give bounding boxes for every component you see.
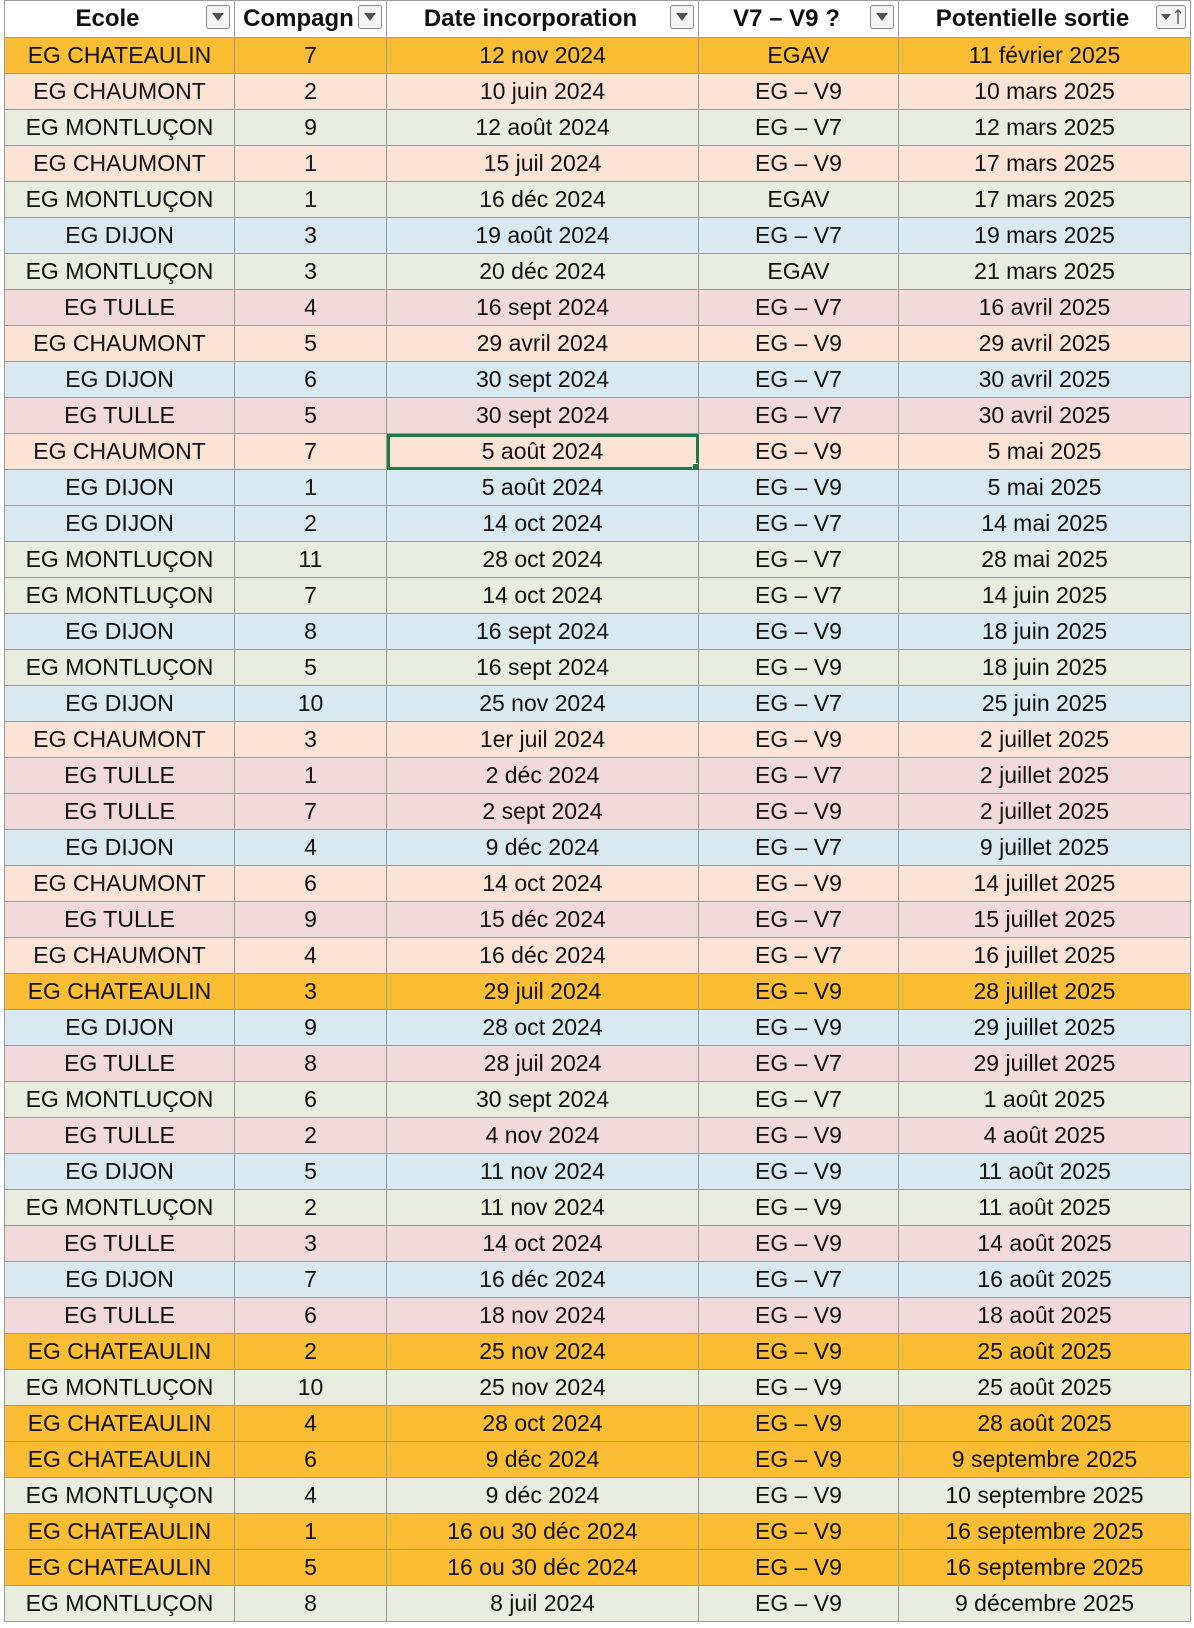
cell-potentielle-sortie[interactable]: 17 mars 2025 (899, 182, 1191, 218)
cell-potentielle-sortie[interactable]: 17 mars 2025 (899, 146, 1191, 182)
cell-version[interactable]: EGAV (699, 38, 899, 74)
filter-dropdown-icon[interactable] (870, 5, 894, 29)
cell-compagnie[interactable]: 10 (235, 1370, 387, 1406)
cell-date-incorporation[interactable]: 25 nov 2024 (387, 1370, 699, 1406)
cell-version[interactable]: EG – V7 (699, 1046, 899, 1082)
table-row (5, 1010, 1191, 1046)
cell-ecole[interactable]: EG DIJON (5, 614, 235, 650)
cell-ecole[interactable]: EG CHAUMONT (5, 326, 235, 362)
cell-version[interactable]: EG – V9 (699, 470, 899, 506)
cell-ecole[interactable]: EG MONTLUÇON (5, 1190, 235, 1226)
table-row (5, 1262, 1191, 1298)
cell-version[interactable]: EG – V9 (699, 1370, 899, 1406)
sort-ascending-icon[interactable] (1156, 5, 1186, 29)
table-row (5, 1550, 1191, 1586)
table-row (5, 866, 1191, 902)
cell-version[interactable]: EG – V7 (699, 506, 899, 542)
cell-version[interactable]: EG – V9 (699, 1118, 899, 1154)
cell-date-incorporation[interactable]: 28 juil 2024 (387, 1046, 699, 1082)
cell-ecole[interactable]: EG TULLE (5, 758, 235, 794)
cell-potentielle-sortie[interactable]: 11 février 2025 (899, 38, 1191, 74)
cell-ecole[interactable]: EG DIJON (5, 1262, 235, 1298)
table-row (5, 1370, 1191, 1406)
cell-compagnie[interactable]: 3 (235, 218, 387, 254)
cell-ecole[interactable]: EG MONTLUÇON (5, 1478, 235, 1514)
cell-version[interactable]: EG – V7 (699, 542, 899, 578)
column-header-date-incorporation[interactable] (387, 1, 699, 38)
cell-version[interactable]: EG – V7 (699, 686, 899, 722)
table-row (5, 902, 1191, 938)
cell-version[interactable]: EG – V9 (699, 1514, 899, 1550)
cell-compagnie[interactable]: 3 (235, 722, 387, 758)
cell-version[interactable]: EG – V9 (699, 1010, 899, 1046)
cell-potentielle-sortie[interactable]: 9 juillet 2025 (899, 830, 1191, 866)
cell-ecole[interactable]: EG CHATEAULIN (5, 1550, 235, 1586)
cell-potentielle-sortie[interactable]: 18 juin 2025 (899, 614, 1191, 650)
table-row (5, 398, 1191, 434)
cell-version[interactable]: EG – V7 (699, 1262, 899, 1298)
spreadsheet (4, 0, 1190, 1622)
table-row (5, 110, 1191, 146)
table-row (5, 1154, 1191, 1190)
fill-handle[interactable] (692, 463, 699, 470)
table-row (5, 1298, 1191, 1334)
cell-version[interactable]: EG – V7 (699, 218, 899, 254)
table-row (5, 650, 1191, 686)
cell-compagnie[interactable]: 6 (235, 362, 387, 398)
table-row (5, 1046, 1191, 1082)
cell-version[interactable]: EG – V7 (699, 362, 899, 398)
cell-potentielle-sortie[interactable]: 9 septembre 2025 (899, 1442, 1191, 1478)
cell-potentielle-sortie[interactable]: 1 août 2025 (899, 1082, 1191, 1118)
cell-date-incorporation[interactable]: 19 août 2024 (387, 218, 699, 254)
cell-ecole[interactable]: EG CHAUMONT (5, 434, 235, 470)
cell-potentielle-sortie[interactable]: 10 septembre 2025 (899, 1478, 1191, 1514)
cell-compagnie[interactable]: 3 (235, 974, 387, 1010)
cell-compagnie[interactable]: 1 (235, 758, 387, 794)
cell-ecole[interactable]: EG DIJON (5, 470, 235, 506)
cell-potentielle-sortie[interactable]: 2 juillet 2025 (899, 722, 1191, 758)
cell-date-incorporation[interactable]: 18 nov 2024 (387, 1298, 699, 1334)
cell-potentielle-sortie[interactable]: 28 août 2025 (899, 1406, 1191, 1442)
cell-date-incorporation[interactable]: 25 nov 2024 (387, 686, 699, 722)
cell-potentielle-sortie[interactable]: 4 août 2025 (899, 1118, 1191, 1154)
cell-compagnie[interactable]: 8 (235, 614, 387, 650)
table-row (5, 506, 1191, 542)
cell-potentielle-sortie[interactable]: 28 mai 2025 (899, 542, 1191, 578)
cell-potentielle-sortie[interactable]: 25 août 2025 (899, 1370, 1191, 1406)
column-header-label: Date incorporation (423, 5, 638, 32)
cell-ecole[interactable]: EG DIJON (5, 830, 235, 866)
cell-potentielle-sortie[interactable]: 9 décembre 2025 (899, 1586, 1191, 1622)
cell-potentielle-sortie[interactable]: 16 septembre 2025 (899, 1550, 1191, 1586)
cell-date-incorporation[interactable]: 20 déc 2024 (387, 254, 699, 290)
cell-date-incorporation[interactable]: 14 oct 2024 (387, 1226, 699, 1262)
table-row (5, 182, 1191, 218)
column-header-label: Potentielle sortie (935, 5, 1130, 32)
cell-date-incorporation[interactable]: 30 sept 2024 (387, 362, 699, 398)
cell-compagnie[interactable]: 9 (235, 1010, 387, 1046)
cell-ecole[interactable]: EG MONTLUÇON (5, 1082, 235, 1118)
cell-compagnie[interactable]: 2 (235, 506, 387, 542)
cell-compagnie[interactable]: 9 (235, 110, 387, 146)
cell-potentielle-sortie[interactable]: 16 avril 2025 (899, 290, 1191, 326)
cell-date-incorporation[interactable]: 15 juil 2024 (387, 146, 699, 182)
cell-version[interactable]: EG – V9 (699, 1334, 899, 1370)
cell-ecole[interactable]: EG TULLE (5, 902, 235, 938)
table-row (5, 434, 1191, 470)
cell-date-incorporation[interactable]: 28 oct 2024 (387, 1010, 699, 1046)
cell-version[interactable]: EG – V7 (699, 902, 899, 938)
cell-ecole[interactable]: EG CHAUMONT (5, 866, 235, 902)
cell-version[interactable]: EG – V9 (699, 1226, 899, 1262)
cell-compagnie[interactable]: 4 (235, 830, 387, 866)
cell-date-incorporation[interactable]: 12 août 2024 (387, 110, 699, 146)
cell-ecole[interactable]: EG MONTLUÇON (5, 182, 235, 218)
table-row (5, 542, 1191, 578)
cell-compagnie[interactable]: 8 (235, 1046, 387, 1082)
cell-compagnie[interactable]: 1 (235, 182, 387, 218)
cell-version[interactable]: EG – V7 (699, 830, 899, 866)
filter-dropdown-icon[interactable] (670, 5, 694, 29)
table-row (5, 1406, 1191, 1442)
cell-compagnie[interactable]: 3 (235, 1226, 387, 1262)
cell-version[interactable]: EG – V9 (699, 1190, 899, 1226)
cell-date-incorporation[interactable]: 15 déc 2024 (387, 902, 699, 938)
cell-potentielle-sortie[interactable]: 29 juillet 2025 (899, 1010, 1191, 1046)
cell-version[interactable]: EG – V7 (699, 578, 899, 614)
cell-potentielle-sortie[interactable]: 14 août 2025 (899, 1226, 1191, 1262)
cell-potentielle-sortie[interactable]: 10 mars 2025 (899, 74, 1191, 110)
cell-potentielle-sortie[interactable]: 30 avril 2025 (899, 398, 1191, 434)
cell-compagnie[interactable]: 9 (235, 902, 387, 938)
cell-version[interactable]: EG – V9 (699, 722, 899, 758)
table-row (5, 758, 1191, 794)
cell-potentielle-sortie[interactable]: 30 avril 2025 (899, 362, 1191, 398)
cell-date-incorporation[interactable]: 14 oct 2024 (387, 506, 699, 542)
table-row (5, 1586, 1191, 1622)
cell-date-incorporation[interactable]: 30 sept 2024 (387, 1082, 699, 1118)
cell-date-incorporation[interactable]: 16 sept 2024 (387, 614, 699, 650)
column-header-label: Compagn (243, 5, 354, 32)
cell-ecole[interactable]: EG TULLE (5, 1118, 235, 1154)
cell-compagnie[interactable]: 7 (235, 794, 387, 830)
cell-version[interactable]: EG – V9 (699, 326, 899, 362)
cell-ecole[interactable]: EG DIJON (5, 1154, 235, 1190)
cell-potentielle-sortie[interactable]: 18 juin 2025 (899, 650, 1191, 686)
table-row (5, 614, 1191, 650)
cell-potentielle-sortie[interactable]: 19 mars 2025 (899, 218, 1191, 254)
cell-potentielle-sortie[interactable]: 25 juin 2025 (899, 686, 1191, 722)
cell-version[interactable]: EG – V7 (699, 110, 899, 146)
cell-compagnie[interactable]: 5 (235, 326, 387, 362)
cell-date-incorporation[interactable]: 14 oct 2024 (387, 578, 699, 614)
cell-date-incorporation[interactable]: 5 août 2024 (387, 470, 699, 506)
table-row (5, 722, 1191, 758)
table-row (5, 830, 1191, 866)
cell-version[interactable]: EG – V7 (699, 758, 899, 794)
table-row (5, 470, 1191, 506)
cell-potentielle-sortie[interactable]: 16 août 2025 (899, 1262, 1191, 1298)
cell-version[interactable]: EG – V9 (699, 650, 899, 686)
cell-ecole[interactable]: EG TULLE (5, 1226, 235, 1262)
table-body (5, 38, 1191, 1622)
cell-version[interactable]: EG – V9 (699, 1478, 899, 1514)
cell-date-incorporation[interactable]: 28 oct 2024 (387, 542, 699, 578)
cell-date-incorporation[interactable]: 2 déc 2024 (387, 758, 699, 794)
cell-ecole[interactable]: EG CHATEAULIN (5, 974, 235, 1010)
cell-date-incorporation[interactable]: 16 déc 2024 (387, 1262, 699, 1298)
cell-date-incorporation[interactable]: 5 août 2024 (387, 434, 699, 470)
cell-ecole[interactable]: EG DIJON (5, 362, 235, 398)
cell-date-incorporation[interactable]: 2 sept 2024 (387, 794, 699, 830)
cell-potentielle-sortie[interactable]: 2 juillet 2025 (899, 758, 1191, 794)
cell-compagnie[interactable]: 6 (235, 1082, 387, 1118)
cell-compagnie[interactable]: 6 (235, 1298, 387, 1334)
header-row (5, 1, 1191, 38)
cell-version[interactable]: EG – V9 (699, 146, 899, 182)
cell-compagnie[interactable]: 5 (235, 398, 387, 434)
cell-version[interactable]: EG – V9 (699, 1154, 899, 1190)
cell-potentielle-sortie[interactable]: 15 juillet 2025 (899, 902, 1191, 938)
cell-ecole[interactable]: EG CHATEAULIN (5, 1442, 235, 1478)
cell-ecole[interactable]: EG CHAUMONT (5, 722, 235, 758)
column-header-version[interactable] (699, 1, 899, 38)
cell-version[interactable]: EGAV (699, 182, 899, 218)
table-row (5, 686, 1191, 722)
cell-date-incorporation[interactable]: 9 déc 2024 (387, 1478, 699, 1514)
cell-version[interactable]: EG – V9 (699, 974, 899, 1010)
cell-date-incorporation[interactable]: 11 nov 2024 (387, 1190, 699, 1226)
cell-ecole[interactable]: EG MONTLUÇON (5, 1586, 235, 1622)
cell-date-incorporation[interactable]: 16 ou 30 déc 2024 (387, 1514, 699, 1550)
cell-compagnie[interactable]: 1 (235, 1514, 387, 1550)
cell-date-incorporation[interactable]: 8 juil 2024 (387, 1586, 699, 1622)
table-row (5, 938, 1191, 974)
cell-potentielle-sortie[interactable]: 29 avril 2025 (899, 326, 1191, 362)
table-row (5, 1082, 1191, 1118)
column-header-compagnie[interactable] (235, 1, 387, 38)
cell-version[interactable]: EG – V7 (699, 938, 899, 974)
cell-compagnie[interactable]: 6 (235, 1442, 387, 1478)
cell-ecole[interactable]: EG MONTLUÇON (5, 578, 235, 614)
cell-ecole[interactable]: EG TULLE (5, 398, 235, 434)
cell-compagnie[interactable]: 4 (235, 1478, 387, 1514)
cell-potentielle-sortie[interactable]: 16 septembre 2025 (899, 1514, 1191, 1550)
cell-compagnie[interactable]: 5 (235, 650, 387, 686)
data-table (4, 0, 1191, 1622)
cell-potentielle-sortie[interactable]: 14 mai 2025 (899, 506, 1191, 542)
cell-potentielle-sortie[interactable]: 5 mai 2025 (899, 470, 1191, 506)
cell-version[interactable]: EG – V9 (699, 74, 899, 110)
cell-version[interactable]: EGAV (699, 254, 899, 290)
cell-date-incorporation[interactable]: 25 nov 2024 (387, 1334, 699, 1370)
cell-date-incorporation[interactable]: 4 nov 2024 (387, 1118, 699, 1154)
cell-compagnie[interactable]: 2 (235, 1190, 387, 1226)
filter-dropdown-icon[interactable] (358, 5, 382, 29)
cell-date-incorporation[interactable]: 10 juin 2024 (387, 74, 699, 110)
cell-compagnie[interactable]: 10 (235, 686, 387, 722)
cell-potentielle-sortie[interactable]: 28 juillet 2025 (899, 974, 1191, 1010)
table-row (5, 1514, 1191, 1550)
column-header-ecole[interactable] (5, 1, 235, 38)
cell-ecole[interactable]: EG TULLE (5, 290, 235, 326)
cell-date-incorporation[interactable]: 29 juil 2024 (387, 974, 699, 1010)
cell-potentielle-sortie[interactable]: 16 juillet 2025 (899, 938, 1191, 974)
table-row (5, 1334, 1191, 1370)
cell-date-incorporation[interactable]: 29 avril 2024 (387, 326, 699, 362)
cell-version[interactable]: EG – V9 (699, 1586, 899, 1622)
cell-potentielle-sortie[interactable]: 25 août 2025 (899, 1334, 1191, 1370)
cell-ecole[interactable]: EG CHATEAULIN (5, 1334, 235, 1370)
table-row (5, 1118, 1191, 1154)
filter-dropdown-icon[interactable] (206, 5, 230, 29)
cell-date-incorporation[interactable]: 9 déc 2024 (387, 1442, 699, 1478)
cell-ecole[interactable]: EG CHATEAULIN (5, 1514, 235, 1550)
cell-compagnie[interactable]: 6 (235, 866, 387, 902)
cell-ecole[interactable]: EG CHATEAULIN (5, 1406, 235, 1442)
table-row (5, 1190, 1191, 1226)
cell-ecole[interactable]: EG DIJON (5, 1010, 235, 1046)
cell-date-incorporation[interactable]: 1er juil 2024 (387, 722, 699, 758)
cell-compagnie[interactable]: 4 (235, 290, 387, 326)
cell-ecole[interactable]: EG TULLE (5, 1046, 235, 1082)
table-row (5, 578, 1191, 614)
cell-date-incorporation[interactable]: 16 déc 2024 (387, 182, 699, 218)
cell-compagnie[interactable]: 3 (235, 254, 387, 290)
table-row (5, 218, 1191, 254)
cell-compagnie[interactable]: 7 (235, 1262, 387, 1298)
cell-date-incorporation[interactable]: 16 déc 2024 (387, 938, 699, 974)
cell-ecole[interactable]: EG TULLE (5, 1298, 235, 1334)
cell-ecole[interactable]: EG CHATEAULIN (5, 38, 235, 74)
cell-version[interactable]: EG – V7 (699, 1082, 899, 1118)
cell-date-incorporation[interactable]: 30 sept 2024 (387, 398, 699, 434)
cell-version[interactable]: EG – V9 (699, 794, 899, 830)
cell-potentielle-sortie[interactable]: 14 juin 2025 (899, 578, 1191, 614)
cell-compagnie[interactable]: 4 (235, 938, 387, 974)
cell-potentielle-sortie[interactable]: 14 juillet 2025 (899, 866, 1191, 902)
table-row (5, 290, 1191, 326)
cell-potentielle-sortie[interactable]: 11 août 2025 (899, 1190, 1191, 1226)
table-row (5, 74, 1191, 110)
cell-version[interactable]: EG – V9 (699, 614, 899, 650)
column-header-potentielle-sortie[interactable] (899, 1, 1191, 38)
cell-ecole[interactable]: EG DIJON (5, 218, 235, 254)
column-header-label: Ecole (75, 5, 140, 32)
cell-potentielle-sortie[interactable]: 18 août 2025 (899, 1298, 1191, 1334)
cell-version[interactable]: EG – V9 (699, 866, 899, 902)
cell-ecole[interactable]: EG CHAUMONT (5, 146, 235, 182)
table-row (5, 794, 1191, 830)
cell-date-incorporation[interactable]: 16 sept 2024 (387, 290, 699, 326)
cell-potentielle-sortie[interactable]: 21 mars 2025 (899, 254, 1191, 290)
cell-ecole[interactable]: EG TULLE (5, 794, 235, 830)
cell-potentielle-sortie[interactable]: 11 août 2025 (899, 1154, 1191, 1190)
cell-compagnie[interactable]: 7 (235, 38, 387, 74)
cell-compagnie[interactable]: 5 (235, 1550, 387, 1586)
cell-compagnie[interactable]: 1 (235, 470, 387, 506)
cell-compagnie[interactable]: 4 (235, 1406, 387, 1442)
table-row (5, 1226, 1191, 1262)
cell-ecole[interactable]: EG DIJON (5, 686, 235, 722)
table-row (5, 362, 1191, 398)
cell-compagnie[interactable]: 1 (235, 146, 387, 182)
cell-version[interactable]: EG – V9 (699, 1442, 899, 1478)
table-row (5, 146, 1191, 182)
cell-potentielle-sortie[interactable]: 12 mars 2025 (899, 110, 1191, 146)
cell-date-incorporation[interactable]: 11 nov 2024 (387, 1154, 699, 1190)
cell-ecole[interactable]: EG MONTLUÇON (5, 254, 235, 290)
cell-version[interactable]: EG – V9 (699, 1298, 899, 1334)
cell-compagnie[interactable]: 7 (235, 434, 387, 470)
cell-compagnie[interactable]: 2 (235, 74, 387, 110)
cell-ecole[interactable]: EG MONTLUÇON (5, 542, 235, 578)
table-row (5, 1442, 1191, 1478)
cell-compagnie[interactable]: 8 (235, 1586, 387, 1622)
cell-ecole[interactable]: EG MONTLUÇON (5, 110, 235, 146)
cell-date-incorporation[interactable]: 16 sept 2024 (387, 650, 699, 686)
table-row (5, 326, 1191, 362)
cell-version[interactable]: EG – V9 (699, 434, 899, 470)
cell-date-incorporation[interactable]: 14 oct 2024 (387, 866, 699, 902)
cell-ecole[interactable]: EG DIJON (5, 506, 235, 542)
cell-potentielle-sortie[interactable]: 5 mai 2025 (899, 434, 1191, 470)
cell-ecole[interactable]: EG CHAUMONT (5, 74, 235, 110)
cell-date-incorporation[interactable]: 28 oct 2024 (387, 1406, 699, 1442)
column-header-label: V7 – V9 ? (733, 5, 840, 32)
cell-compagnie[interactable]: 2 (235, 1334, 387, 1370)
table-row (5, 254, 1191, 290)
cell-compagnie[interactable]: 5 (235, 1154, 387, 1190)
cell-compagnie[interactable]: 7 (235, 578, 387, 614)
cell-version[interactable]: EG – V7 (699, 290, 899, 326)
cell-version[interactable]: EG – V9 (699, 1550, 899, 1586)
cell-version[interactable]: EG – V9 (699, 1406, 899, 1442)
cell-potentielle-sortie[interactable]: 29 juillet 2025 (899, 1046, 1191, 1082)
cell-date-incorporation[interactable]: 9 déc 2024 (387, 830, 699, 866)
cell-ecole[interactable]: EG MONTLUÇON (5, 1370, 235, 1406)
cell-potentielle-sortie[interactable]: 2 juillet 2025 (899, 794, 1191, 830)
table-row (5, 1478, 1191, 1514)
table-row (5, 974, 1191, 1010)
cell-date-incorporation[interactable]: 12 nov 2024 (387, 38, 699, 74)
cell-compagnie[interactable]: 11 (235, 542, 387, 578)
cell-date-incorporation[interactable]: 16 ou 30 déc 2024 (387, 1550, 699, 1586)
cell-ecole[interactable]: EG CHAUMONT (5, 938, 235, 974)
cell-version[interactable]: EG – V7 (699, 398, 899, 434)
cell-ecole[interactable]: EG MONTLUÇON (5, 650, 235, 686)
table-row (5, 38, 1191, 74)
cell-compagnie[interactable]: 2 (235, 1118, 387, 1154)
